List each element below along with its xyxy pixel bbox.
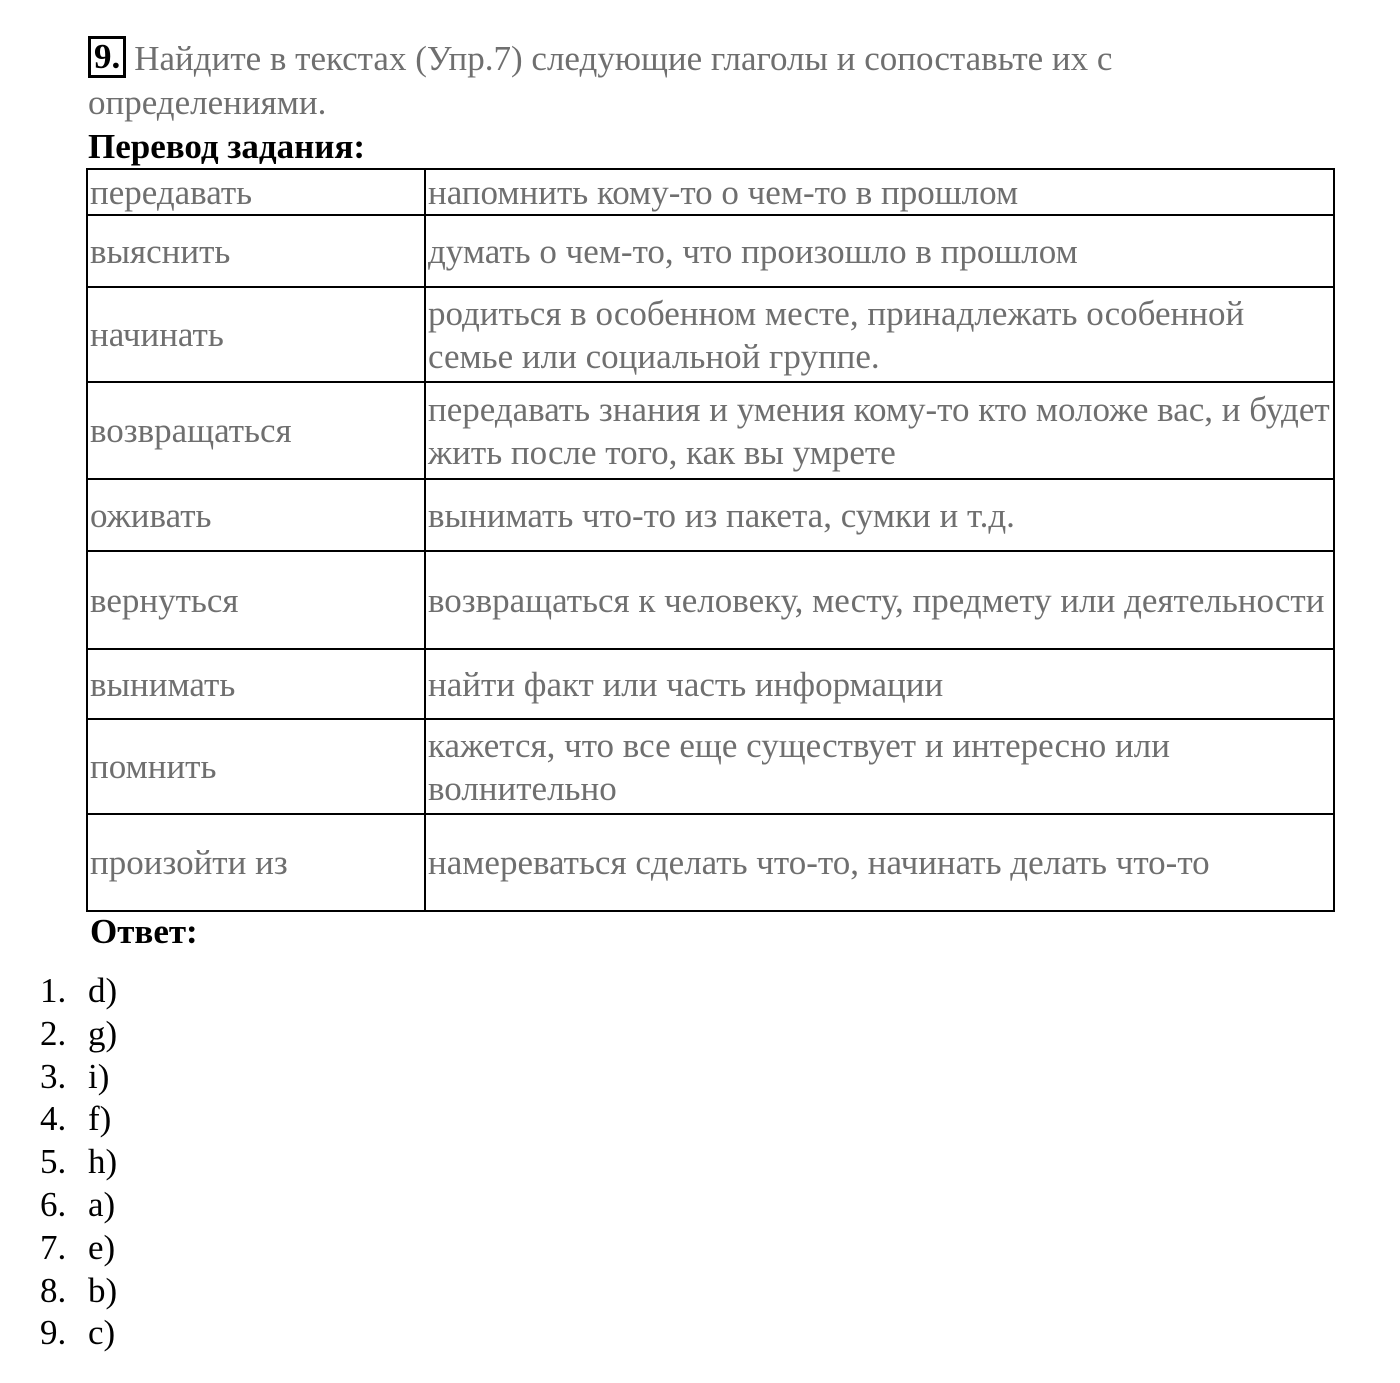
- answer-value: c): [88, 1313, 116, 1353]
- definition-cell: передавать знания и умения кому-то кто моложе вас, и будет жить после того, как вы умрете: [425, 382, 1334, 479]
- definition-cell: кажется, что все еще существует и интересно или волнительно: [425, 719, 1334, 814]
- answer-value: b): [88, 1270, 118, 1310]
- verb-cell: оживать: [87, 479, 425, 551]
- answer-number: 3.: [40, 1056, 67, 1096]
- table-row: [87, 215, 1334, 287]
- task-text: Найдите в текстах (Упр.7) следующие глаголы и сопоставьте их с определениями.: [88, 39, 1113, 122]
- verb-cell: выяснить: [87, 215, 425, 287]
- table-row: [87, 169, 1334, 215]
- answer-number: 4.: [40, 1099, 67, 1139]
- answer-value: d): [88, 971, 118, 1010]
- definition-cell: думать о чем-то, что произошло в прошлом: [425, 215, 1334, 287]
- answer-number: 1.: [40, 971, 67, 1010]
- verb-cell: произойти из: [87, 814, 425, 911]
- definition-cell: найти факт или часть информации: [425, 649, 1334, 719]
- answer-number: 8.: [40, 1270, 67, 1310]
- table-row: [87, 814, 1334, 911]
- definition-cell: родиться в особенном месте, принадлежать особенной семье или социальной группе.: [425, 287, 1334, 382]
- verb-cell: начинать: [87, 287, 425, 382]
- answer-number: 2.: [40, 1013, 67, 1053]
- task-statement: [88, 36, 1348, 125]
- answer-value: g): [88, 1013, 118, 1053]
- answer-value: e): [88, 1227, 116, 1267]
- verb-cell: передавать: [87, 169, 425, 215]
- answer-number: 7.: [40, 1227, 67, 1267]
- verb-cell: возвращаться: [87, 382, 425, 479]
- verb-cell: вынимать: [87, 649, 425, 719]
- answer-heading: Ответ:: [90, 912, 198, 951]
- definition-cell: напомнить кому-то о чем-то в прошлом: [425, 169, 1334, 215]
- table-row: [87, 649, 1334, 719]
- answer-value: a): [88, 1184, 116, 1224]
- table-row: [87, 551, 1334, 649]
- answer-value: h): [88, 1142, 118, 1182]
- verbs-table: [86, 168, 1335, 912]
- answer-number: 9.: [40, 1313, 67, 1353]
- table-row: [87, 287, 1334, 382]
- answer-value: f): [88, 1099, 112, 1139]
- table-row: [87, 719, 1334, 814]
- answer-number: 5.: [40, 1142, 67, 1182]
- definition-cell: возвращаться к человеку, месту, предмету или деятельности: [425, 551, 1334, 649]
- definition-cell: вынимать что-то из пакета, сумки и т.д.: [425, 479, 1334, 551]
- translation-heading: Перевод задания:: [88, 127, 366, 166]
- verb-cell: помнить: [87, 719, 425, 814]
- answer-value: i): [88, 1056, 110, 1096]
- definition-cell: намереваться сделать что-то, начинать делать что-то: [425, 814, 1334, 911]
- table-row: [87, 479, 1334, 551]
- answer-number: 6.: [40, 1184, 67, 1224]
- task-number: 9.: [88, 36, 126, 78]
- verb-cell: вернуться: [87, 551, 425, 649]
- table-row: [87, 382, 1334, 479]
